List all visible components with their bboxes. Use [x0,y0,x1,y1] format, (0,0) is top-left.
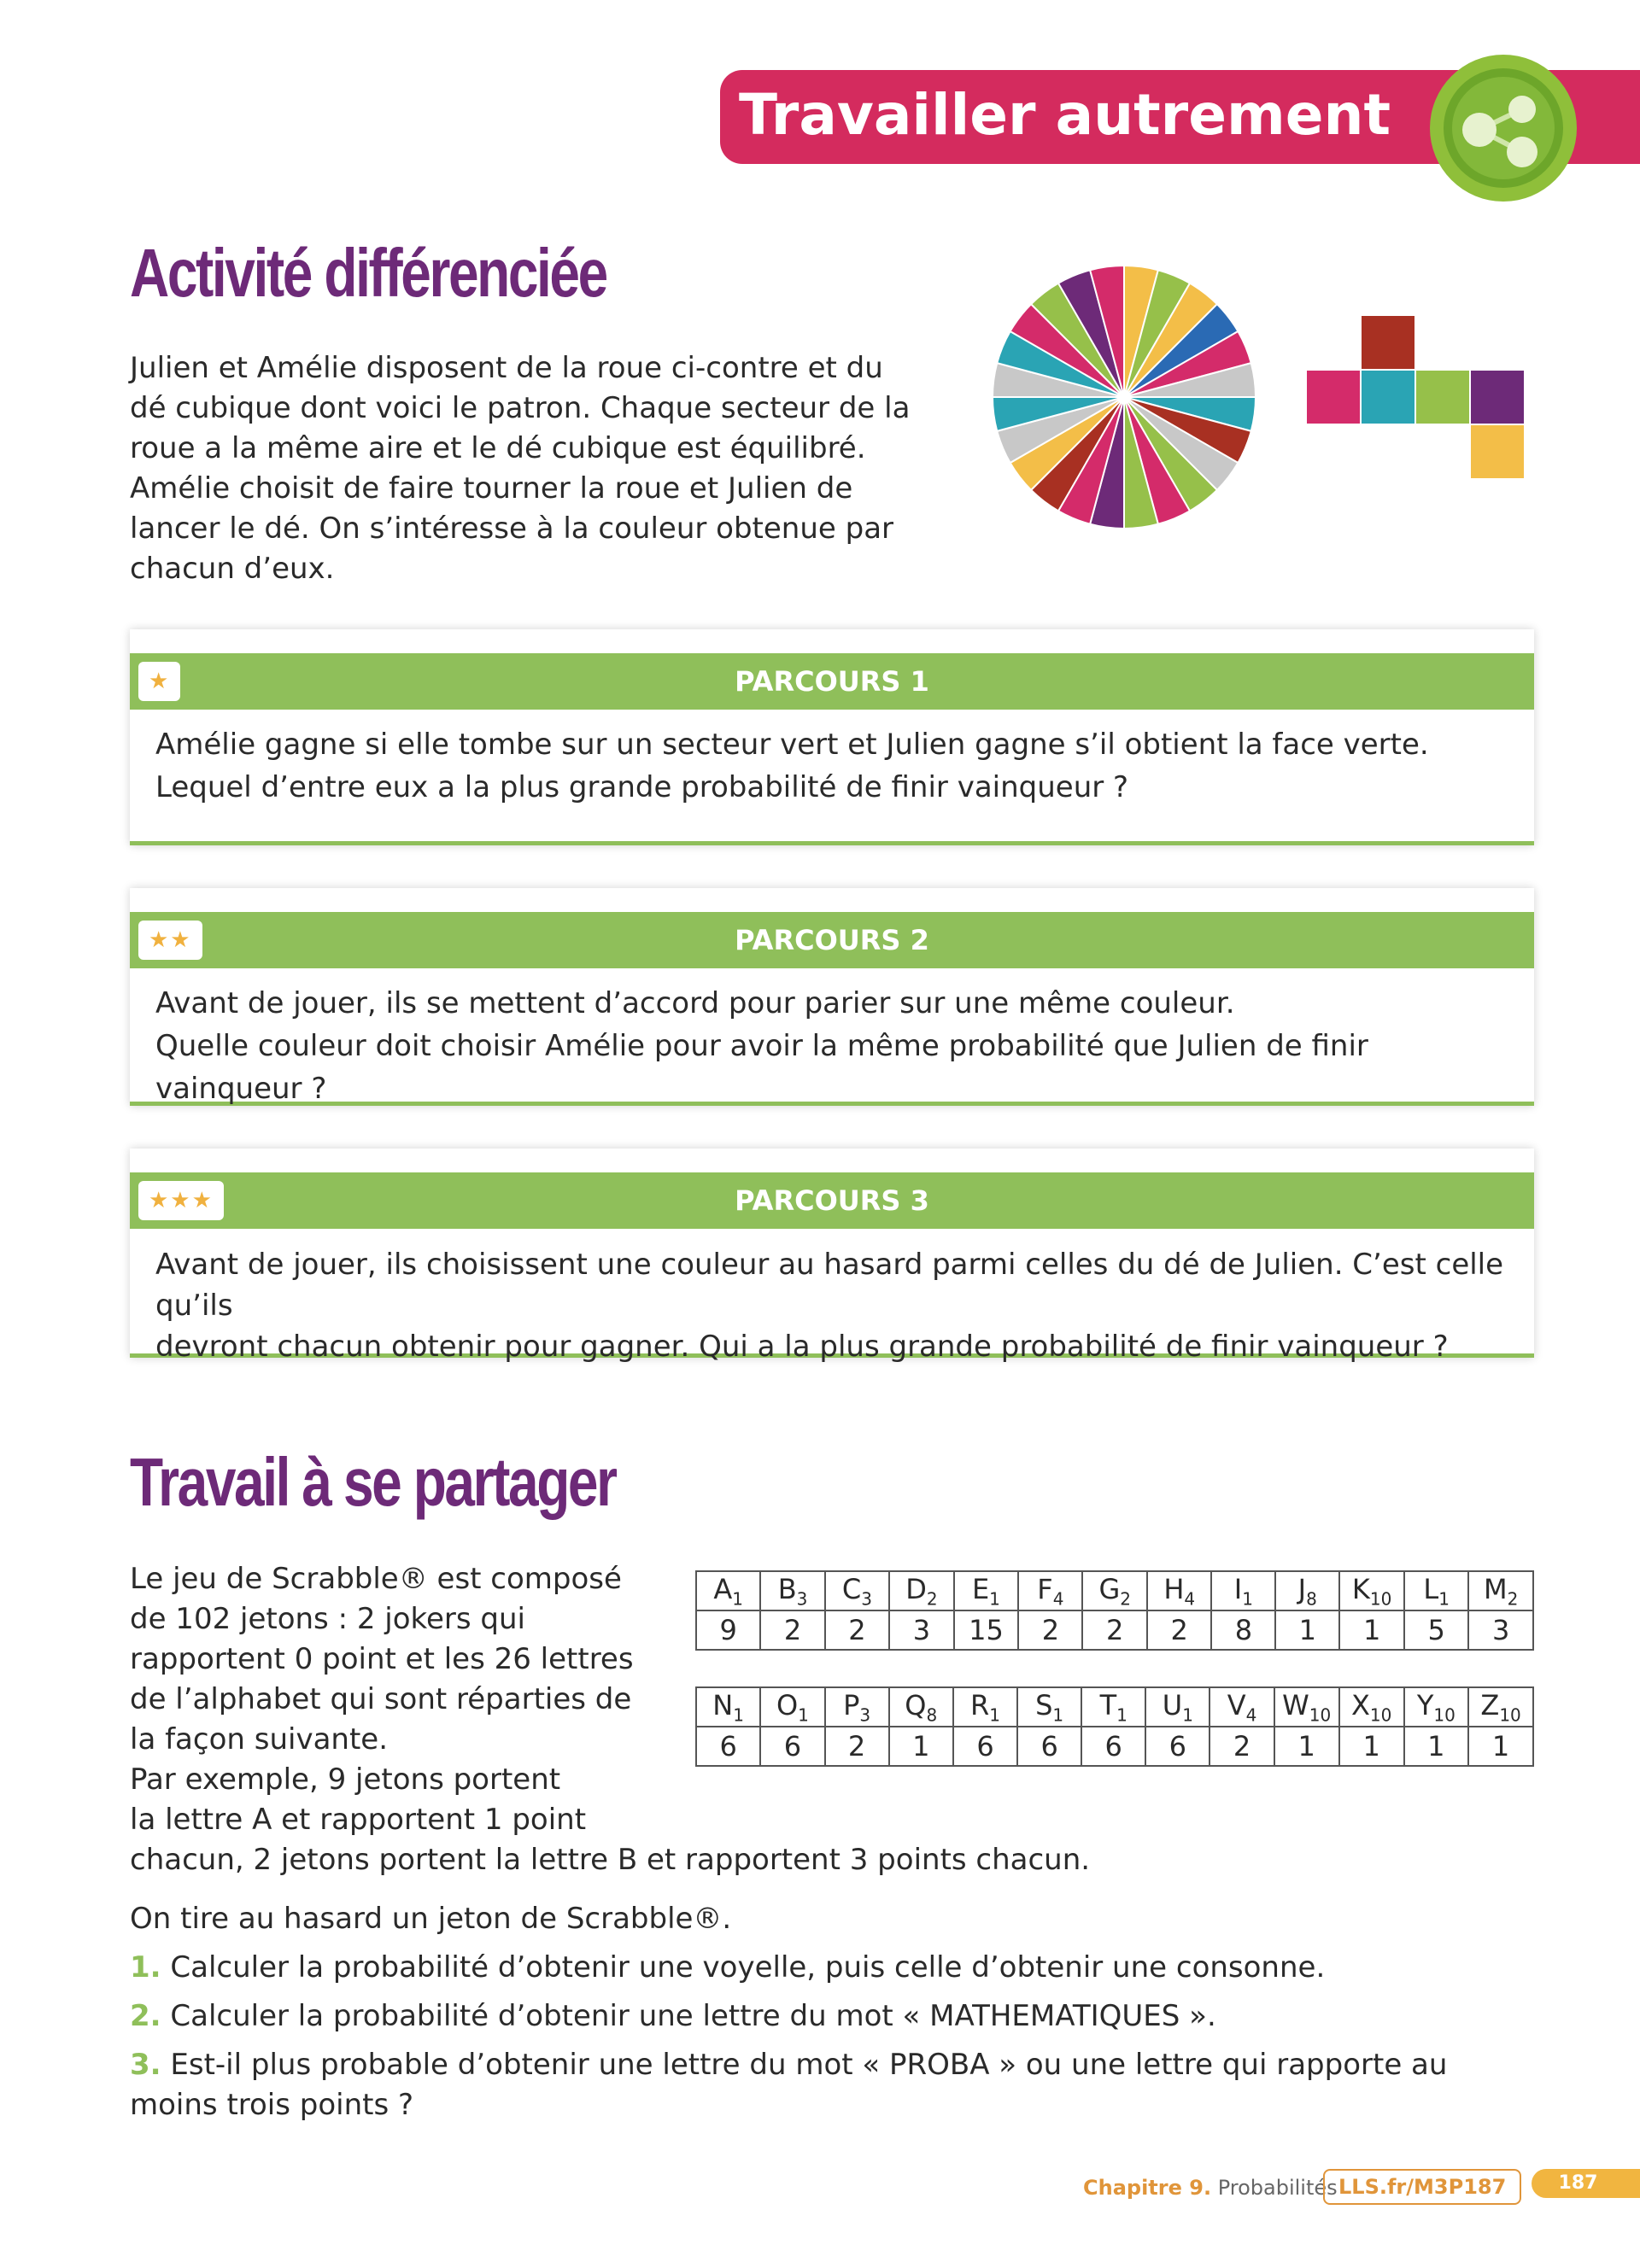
parcours-text: Avant de jouer, ils se mettent d’accord pour parier sur une même couleur. Quelle couleur doit choisir Amélie pour avoir la même probabilité que Julien de finir vainqueur ? [155,986,1368,1106]
activity-intro: Julien et Amélie disposent de la roue ci-contre et du dé cubique dont voici le patron. Chaque secteur de la roue a la même aire et le dé cubique est équilibré. Amélie choisit de faire tourner la roue et Julien de lancer le dé. On s’intéresse à la couleur obtenue par chacun d’eux. [130,351,911,586]
count-cell: 5 [1404,1610,1468,1650]
count-cell: 3 [889,1610,953,1650]
count-cell: 1 [1339,1727,1404,1766]
count-cell: 1 [1275,1610,1339,1650]
count-cell: 3 [1468,1610,1533,1650]
letter-cell: $U_1$ [1145,1687,1210,1727]
activity-title: Activité différenciée [130,235,606,311]
letter-table-2 [695,1686,1534,1767]
question-3: 3. Est-il plus probable d’obtenir une lettre du mot « PROBA » ou une lettre qui rapporte au moins trois points ? [130,2048,1448,2122]
count-cell: 2 [1147,1610,1211,1650]
question-2: 2. Calculer la probabilité d’obtenir une lettre du mot « MATHEMATIQUES ». [130,1999,1216,2033]
count-cell: 15 [954,1610,1019,1650]
letter-cell: $F_4$ [1018,1571,1082,1610]
count-cell: 6 [953,1727,1017,1766]
count-cell: 1 [889,1727,953,1766]
footer-link[interactable]: LLS.fr/M3P187 [1323,2169,1521,2205]
letter-cell: $V_4$ [1210,1687,1274,1727]
letter-row [696,1571,1533,1610]
letter-cell: $Q_8$ [889,1687,953,1727]
count-cell: 6 [696,1727,760,1766]
letter-cell: $C_3$ [825,1571,889,1610]
letter-cell: $S_1$ [1017,1687,1081,1727]
letter-cell: $M_2$ [1468,1571,1533,1610]
question-1: 1. Calculer la probabilité d’obtenir une voyelle, puis celle d’obtenir une consonne. [130,1950,1326,1984]
count-cell: 9 [696,1610,760,1650]
letter-cell: $N_1$ [696,1687,760,1727]
banner-title: Travailler autrement [739,82,1391,148]
parcours-card-1 [130,629,1534,845]
parcours-text: Amélie gagne si elle tombe sur un secteur vert et Julien gagne s’il obtient la face verte. Lequel d’entre eux a la plus grande probabilité de finir vainqueur ? [155,728,1429,804]
count-cell: 1 [1404,1727,1469,1766]
letter-cell: $I_1$ [1211,1571,1275,1610]
star-icon: ★ [138,662,180,701]
letter-cell: $O_1$ [760,1687,824,1727]
footer-chapter: Chapitre 9. Probabilités [1083,2176,1338,2200]
letter-cell: $Z_{10}$ [1468,1687,1533,1727]
page-number: 187 [1532,2169,1640,2198]
count-cell: 6 [1017,1727,1081,1766]
letter-cell: $J_8$ [1275,1571,1339,1610]
letter-cell: $D_2$ [889,1571,953,1610]
parcours-title: PARCOURS 2 [735,924,929,956]
letter-cell: $K_{10}$ [1339,1571,1404,1610]
star-icon: ★★ [138,921,202,960]
count-cell: 2 [1082,1610,1147,1650]
letter-cell: $R_1$ [953,1687,1017,1727]
letter-cell: $B_3$ [760,1571,824,1610]
letter-cell: $T_1$ [1081,1687,1145,1727]
draw-line: On tire au hasard un jeton de Scrabble®. [130,1902,732,1936]
letter-cell: $P_3$ [825,1687,889,1727]
letter-cell: $W_{10}$ [1274,1687,1339,1727]
letter-cell: $E_1$ [954,1571,1019,1610]
count-cell: 8 [1211,1610,1275,1650]
letter-cell: $A_1$ [696,1571,760,1610]
count-row [696,1727,1533,1766]
scrabble-intro: Le jeu de Scrabble® est composé de 102 jetons : 2 jokers qui rapportent 0 point et les 26 lettres de l’alphabet qui sont réparties de la façon suivante. Par exemple, 9 jetons portent la lettre A et rapportent 1 point chacun, 2 jetons portent la lettre B et rapportent 3 points chacun. [130,1562,1091,1877]
count-row [696,1610,1533,1650]
parcours-text: Avant de jouer, ils choisissent une couleur au hasard parmi celles du dé de Julien. C’est celle qu’ils devront chacun obtenir pour gagner. Qui a la plus grande probabilité de finir vainqueur ? [155,1248,1504,1364]
count-cell: 2 [825,1610,889,1650]
count-cell: 2 [825,1727,889,1766]
parcours-title: PARCOURS 3 [735,1184,929,1217]
letter-row [696,1687,1533,1727]
count-cell: 1 [1468,1727,1533,1766]
parcours-card-2 [130,888,1534,1106]
count-cell: 1 [1274,1727,1339,1766]
star-icon: ★★★ [138,1181,224,1220]
parcours-card-3 [130,1149,1534,1364]
molecule-icon [1426,51,1580,205]
count-cell: 6 [760,1727,824,1766]
count-cell: 2 [1210,1727,1274,1766]
count-cell: 2 [1018,1610,1082,1650]
color-wheel [989,262,1259,532]
count-cell: 6 [1081,1727,1145,1766]
count-cell: 6 [1145,1727,1210,1766]
count-cell: 1 [1339,1610,1404,1650]
letter-table-1 [695,1570,1534,1651]
parcours-title: PARCOURS 1 [735,665,929,698]
letter-cell: $H_4$ [1147,1571,1211,1610]
letter-cell: $X_{10}$ [1339,1687,1404,1727]
dice-net [1305,314,1527,485]
letter-cell: $G_2$ [1082,1571,1147,1610]
letter-cell: $Y_{10}$ [1404,1687,1469,1727]
letter-cell: $L_1$ [1404,1571,1468,1610]
count-cell: 2 [760,1610,824,1650]
shared-title: Travail à se partager [130,1444,616,1520]
